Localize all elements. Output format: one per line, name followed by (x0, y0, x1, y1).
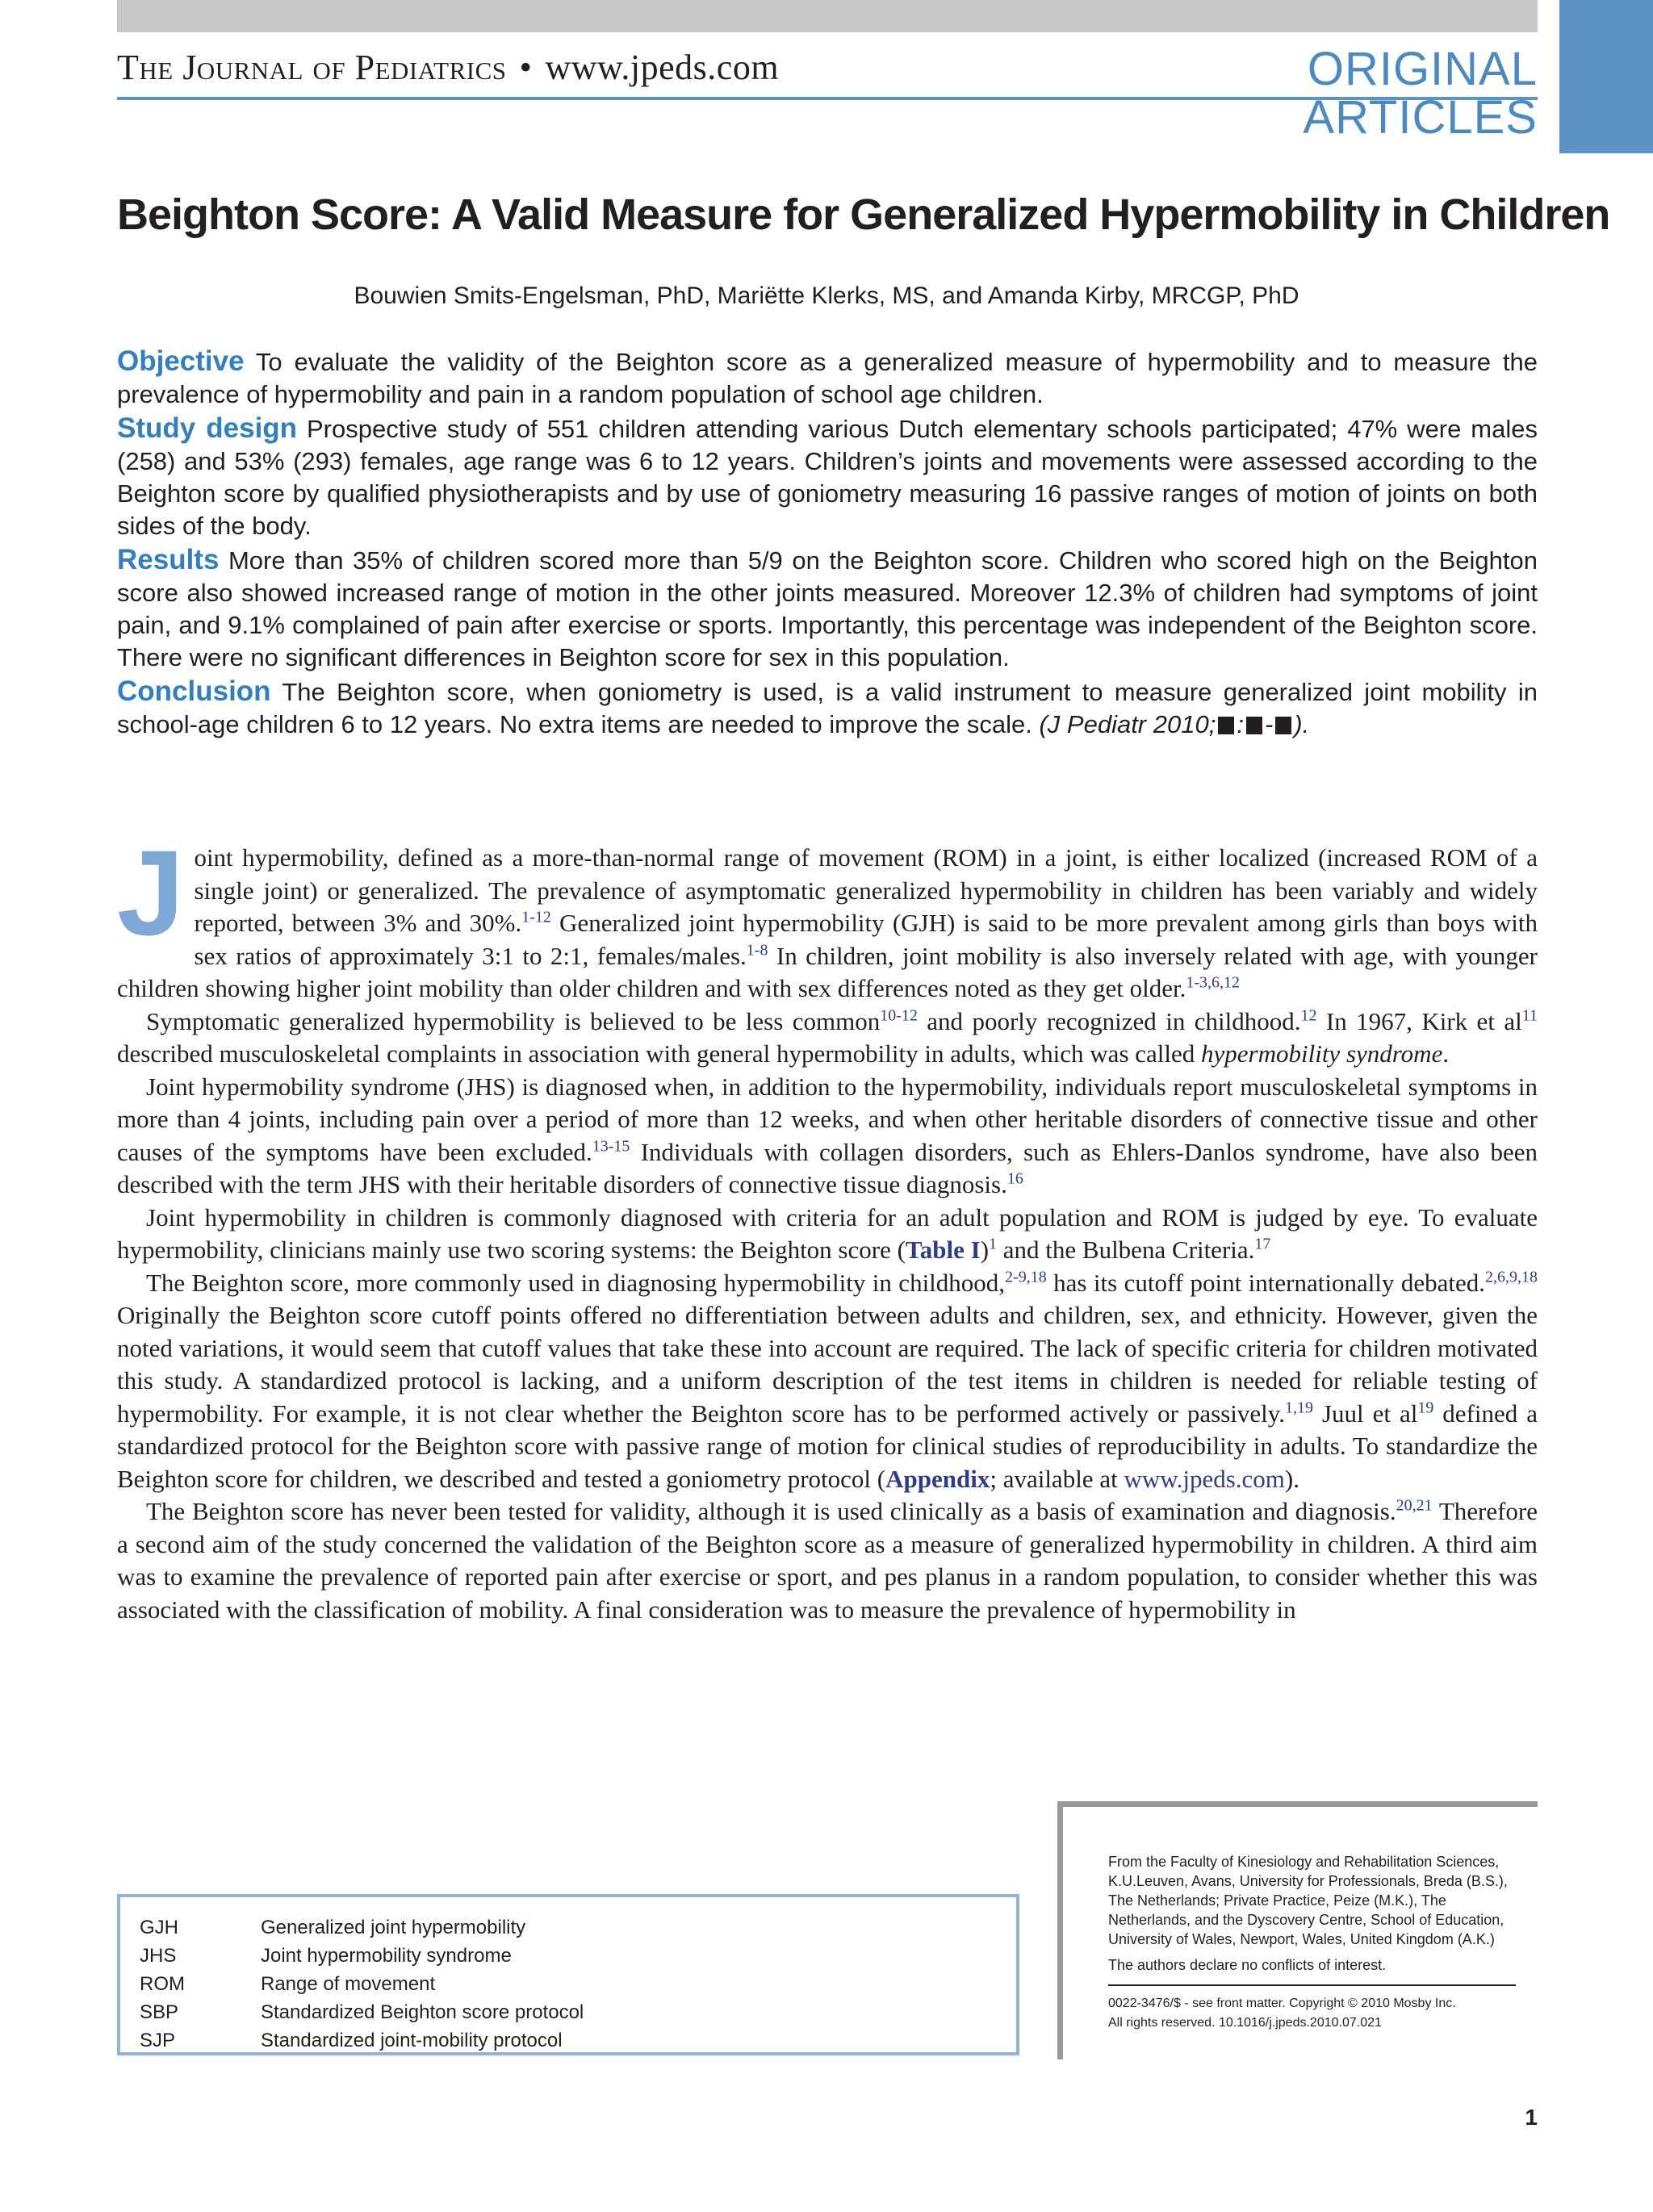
body-text: Symptomatic generalized hypermobility is believed to be less common (146, 1006, 881, 1035)
reference-link[interactable]: 1 (989, 1235, 998, 1253)
body-text: The Beighton score, more commonly used in diagnosing hypermobility in childhood, (146, 1268, 1006, 1297)
body-text: Originally the Beighton score cutoff points offered no differentiation between adults and children, sex, and ethnicity. However, given the noted variations, it would seem that cutoff values that take these into account are required. The lack of specific criteria for children motivated this study. A standardized protocol is lacking, and a uniform description of the test items in children is needed for reliable testing of hypermobility. For example, it is not clear whether the Beighton score has to be performed actively or passively. (117, 1301, 1538, 1428)
body-text: and poorly recognized in childhood. (917, 1006, 1301, 1035)
section-side-tab (1559, 0, 1653, 153)
emphasized-term: hypermobility syndrome (1201, 1039, 1443, 1068)
body-text: described musculoskeletal complaints in association with general hypermobility in adults, which was called (117, 1039, 1202, 1068)
body-text: . (1442, 1039, 1450, 1068)
section-label-line2: ARTICLES (1303, 91, 1538, 144)
affiliation-divider (1108, 1984, 1516, 1986)
header-separator: • (519, 48, 533, 87)
body-paragraph-5 (117, 1267, 1538, 1496)
reference-link[interactable]: 1-8 (746, 941, 768, 960)
reference-link[interactable]: 16 (1006, 1169, 1023, 1188)
journal-citation: (J Pediatr 2010; : - ). (1039, 710, 1310, 738)
citation-suffix: ). (1294, 710, 1310, 738)
abstract (117, 345, 1538, 742)
reference-link[interactable]: 20,21 (1396, 1496, 1433, 1515)
body-paragraph-3 (117, 1071, 1538, 1202)
abbreviation: SBP (140, 2001, 179, 2023)
conclusion-text: The Beighton score, when goniometry is used, is a valid instrument to measure generalized joint mobility in school-age children 6 to 12 years. No extra items are needed to improve the scale. (117, 678, 1538, 738)
page-number: 1 (1525, 2105, 1538, 2130)
abbreviation-meaning: Joint hypermobility syndrome (261, 1945, 512, 1967)
citation-prefix: (J Pediatr 2010; (1039, 710, 1216, 738)
abstract-objective (117, 345, 1538, 411)
website-link[interactable]: www.jpeds.com (1124, 1464, 1285, 1493)
abstract-results (117, 544, 1538, 674)
reference-link[interactable]: 1-12 (521, 908, 551, 926)
article-title: Beighton Score: A Valid Measure for Generalized Hypermobility in Children (117, 190, 1610, 239)
body-text: ). (1284, 1464, 1299, 1493)
section-label-line1: ORIGINAL (1307, 43, 1538, 95)
reference-link[interactable]: 11 (1521, 1006, 1538, 1025)
body-text: ) (980, 1236, 990, 1264)
abbreviation-meaning: Generalized joint hypermobility (261, 1917, 526, 1938)
conflict-statement: The authors declare no conflicts of interest. (1108, 1957, 1387, 1973)
reference-link[interactable]: 2,6,9,18 (1485, 1268, 1538, 1286)
body-text: Individuals with collagen disorders, such as Ehlers-Danlos syndrome, have also been described with the term JHS with their heritable disorders of connective tissue diagnosis. (117, 1137, 1538, 1198)
appendix-link[interactable]: Appendix (885, 1464, 990, 1493)
reference-link[interactable]: 13-15 (592, 1137, 630, 1156)
body-text: and the Bulbena Criteria. (997, 1236, 1255, 1264)
objective-label: Objective (117, 345, 245, 377)
body-text: ; available at (990, 1464, 1124, 1493)
results-text: More than 35% of children scored more than 5/9 on the Beighton score. Children who scored high on the Beighton score also showed increased range of motion in the other joints measured. Moreover 12.3% of children had symptoms of joint pain, and 9.1% complained of pain after exercise or sports. Importantly, this percentage was independent of the Beighton score. There were no significant differences in Beighton score for sex in this population. (117, 546, 1538, 671)
design-text: Prospective study of 551 children attending various Dutch elementary schools participated; 47% were males (258) and 53% (293) females, age range was 6 to 12 years. Children’s joints and movements were assessed according to the Beighton score by qualified physiotherapists and by use of goniometry measuring 16 passive ranges of motion of joints on both sides of the body. (117, 415, 1538, 540)
abbreviation: GJH (140, 1917, 178, 1938)
abbreviation-meaning: Range of movement (261, 1973, 436, 1995)
article-authors: Bouwien Smits-Engelsman, PhD, Mariëtte Klerks, MS, and Amanda Kirby, MRCGP, PhD (354, 282, 1299, 309)
reference-link[interactable]: 10-12 (880, 1006, 918, 1025)
body-text: In 1967, Kirk et al (1316, 1006, 1522, 1035)
body-text: The Beighton score has never been tested for validity, although it is used clinically as a basis of examination and diagnosis. (146, 1497, 1396, 1525)
affiliation-notes (1108, 1852, 1516, 2033)
placeholder-square-icon (1275, 717, 1291, 734)
header-gray-bar (117, 0, 1538, 32)
section-label (1303, 45, 1538, 142)
body-text: Therefore a second aim of the study concerned the validation of the Beighton score as a measure of generalized hypermobility in children. A third aim was to examine the prevalence of reported pain after exercise or sport, and pes planus in a random population, to consider whether this was associated with the classification of mobility. A final consideration was to measure the prevalence of hypermobility in (117, 1497, 1538, 1624)
body-paragraph-6 (117, 1495, 1538, 1626)
copyright-line-2: All rights reserved. 10.1016/j.jpeds.2010.07.021 (1108, 2016, 1382, 2030)
reference-link[interactable]: 19 (1417, 1399, 1434, 1417)
article-body (117, 825, 1538, 1626)
body-text: defined a standardized protocol for the Beighton score with passive range of motion for clinical studies of reproducibility in adults. To standardize the Beighton score for children, we described and tested a goniometry protocol ( (117, 1399, 1538, 1493)
reference-link[interactable]: 12 (1300, 1006, 1317, 1025)
table-link[interactable]: Table I (905, 1236, 981, 1264)
body-paragraph-1 (117, 825, 1538, 1006)
abstract-conclusion (117, 675, 1538, 741)
abstract-design (117, 412, 1538, 542)
abbreviations-box (117, 1894, 1019, 2055)
reference-link[interactable]: 2-9,18 (1005, 1268, 1047, 1286)
journal-name: The Journal of Pediatrics (117, 48, 507, 87)
affiliation-text: From the Faculty of Kinesiology and Rehabilitation Sciences, K.U.Leuven, Avans, University for Professionals, Breda (B.S.), The Netherlands; Private Practice, Peize (M.K.), The Netherlands, and the Dyscovery Centre, School of Education, University of Wales, Newport, Wales, United Kingdom (A.K.) (1108, 1854, 1508, 1947)
design-label: Study design (117, 412, 298, 444)
abbreviation-meaning: Standardized joint-mobility protocol (261, 2030, 563, 2051)
body-text: Joint hypermobility in children is commonly diagnosed with criteria for an adult population and ROM is judged by eye. To evaluate hypermobility, clinicians mainly use two scoring systems: the Beighton score ( (117, 1202, 1538, 1264)
body-text: In children, joint mobility is also inversely related with age, with younger children showing higher joint mobility than older children and with sex differences noted as they get older. (117, 941, 1538, 1002)
body-paragraph-2 (117, 1006, 1538, 1071)
objective-text: To evaluate the validity of the Beighton score as a generalized measure of hypermobility and to measure the prevalence of hypermobility and pain in a random population of school age children. (117, 348, 1538, 408)
conclusion-label: Conclusion (117, 675, 271, 707)
reference-link[interactable]: 1-3,6,12 (1186, 973, 1241, 992)
reference-link[interactable]: 1,19 (1285, 1399, 1314, 1417)
abbreviation: JHS (140, 1945, 177, 1967)
placeholder-square-icon (1218, 717, 1234, 734)
drop-cap: J (117, 825, 185, 960)
results-label: Results (117, 544, 220, 575)
copyright-line-1: 0022-3476/$ - see front matter. Copyright © 2010 Mosby Inc. (1108, 1997, 1456, 2010)
abbreviation-meaning: Standardized Beighton score protocol (261, 2001, 584, 2023)
placeholder-square-icon (1246, 717, 1262, 734)
body-text: Juul et al (1313, 1399, 1418, 1428)
journal-header (117, 47, 779, 88)
reference-link[interactable]: 17 (1254, 1235, 1271, 1253)
body-text: Joint hypermobility syndrome (JHS) is diagnosed when, in addition to the hypermobility, individuals report musculoskeletal symptoms in more than 4 joints, including pain over a period of more than 12 weeks, and when other heritable disorders of connective tissue and other causes of the symptoms have been excluded. (117, 1072, 1538, 1166)
abbreviation: SJP (140, 2030, 176, 2051)
body-text: Generalized joint hypermobility (GJH) is said to be more prevalent among girls than boys with sex ratios of approximately 3:1 to 2:1, females/males. (194, 909, 1538, 970)
abbreviation: ROM (140, 1973, 185, 1995)
body-paragraph-4 (117, 1202, 1538, 1267)
journal-url[interactable]: www.jpeds.com (545, 48, 780, 87)
body-text: has its cutoff point internationally debated. (1046, 1268, 1485, 1297)
body-text: oint hypermobility, defined as a more-than-normal range of movement (ROM) in a joint, is either localized (increased ROM of a single joint) or generalized. The prevalence of asymptomatic generalized hypermobility in children has been variably and widely reported, between 3% and 30%. (194, 843, 1538, 937)
